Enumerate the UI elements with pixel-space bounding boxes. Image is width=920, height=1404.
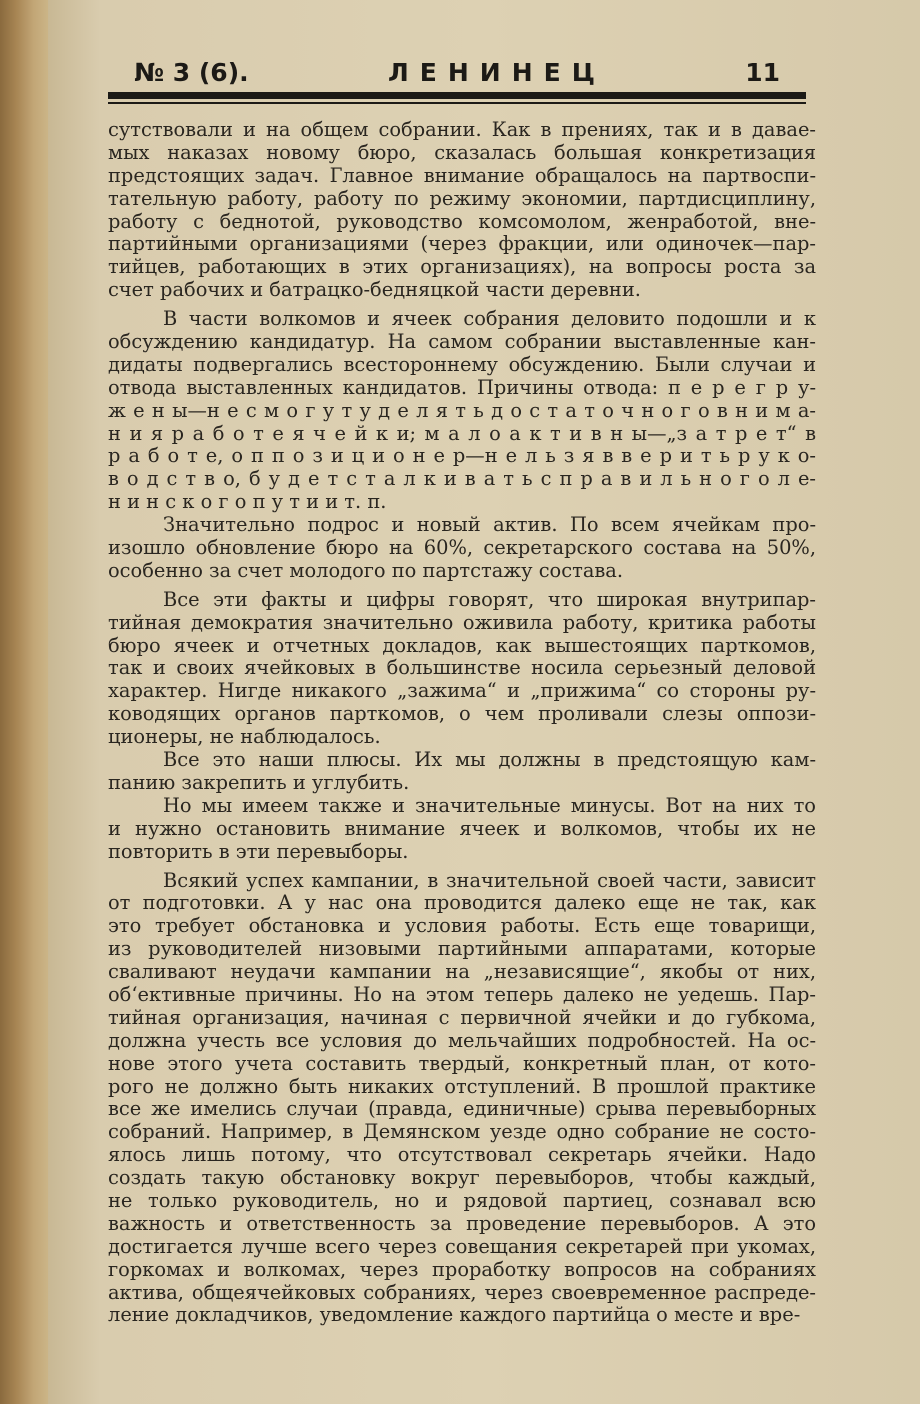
publication-title: ЛЕНИНЕЦ xyxy=(388,58,606,87)
text-line: все же имелись случаи (правда, единичные) срыва перевыборных xyxy=(108,1098,816,1121)
text-line: особенно за счет молодого по партстажу состава. xyxy=(108,559,624,582)
text-line: тийная демократия значительно оживила работу, критика работы xyxy=(108,611,816,634)
text-line: Но мы имеем также и значительные минусы. Вот на них то xyxy=(163,794,816,817)
paragraph xyxy=(108,119,816,302)
text-line: Все эти факты и цифры говорят, что широкая внутрипар- xyxy=(163,588,816,611)
issue-number: № 3 (6). xyxy=(134,58,249,87)
page-number: 11 xyxy=(745,58,780,87)
paragraph xyxy=(108,870,816,1328)
text-line: Значительно подрос и новый актив. По всем ячейкам про- xyxy=(163,514,816,537)
paragraph xyxy=(108,308,816,514)
text-line: рого не должно быть никаких отступлений. В прошлой практике xyxy=(108,1075,816,1098)
text-line: актива, общеячейковых собраниях, через своевременное распреде- xyxy=(108,1281,816,1304)
text-line: ководящих органов парткомов, о чем проливали слезы оппози- xyxy=(108,703,816,726)
text-line: не только руководитель, но и рядовой партиец, сознавал всю xyxy=(108,1189,816,1212)
text-line: р а б о т е, о п п о з и ц и о н е р—н е л ь з я в в е р и т ь р у к о- xyxy=(108,445,816,468)
text-line: в о д с т в о, б у д е т с т а л к и в а т ь с п р а в и л ь н о г о л е- xyxy=(108,468,816,491)
text-line: ционеры, не наблюдалось. xyxy=(108,726,381,749)
text-line: из руководителей низовыми партийными аппаратами, которые xyxy=(108,938,816,961)
text-line: Всякий успех кампании, в значительной своей части, зависит xyxy=(163,869,816,892)
text-line: панию закрепить и углубить. xyxy=(108,771,410,794)
text-line: ж е н ы—н е с м о г у т у д е л я т ь д о с т а т о ч н о г о в н и м а- xyxy=(108,399,816,422)
page-header xyxy=(108,56,780,92)
text-line: тийная организация, начиная с первичной ячейки и до губкома, xyxy=(108,1006,816,1029)
text-line: повторить в эти перевыборы. xyxy=(108,840,409,863)
text-line: мых наказах новому бюро, сказалась большая конкретизация xyxy=(108,141,816,164)
text-line: и нужно остановить внимание ячеек и волкомов, чтобы их не xyxy=(108,817,816,840)
text-line: сваливают неудачи кампании на „независящие“, якобы от них, xyxy=(108,961,816,984)
text-line: об‘ективные причины. Но на этом теперь далеко не уедешь. Пар- xyxy=(108,983,816,1006)
text-line: характер. Нигде никакого „зажима“ и „прижима“ со стороны ру- xyxy=(108,680,816,703)
header-rule-thick xyxy=(108,92,806,99)
paragraph xyxy=(108,749,816,795)
article-body xyxy=(108,119,816,1327)
text-line: Все это наши плюсы. Их мы должны в предстоящую кам- xyxy=(163,749,816,772)
text-line: ление докладчиков, уведомление каждого партийца о месте и вре- xyxy=(108,1304,801,1327)
text-line: так и своих ячейковых в большинстве носила серьезный деловой xyxy=(108,657,816,680)
paragraph xyxy=(108,589,816,749)
text-line: счет рабочих и батрацко-бедняцкой части деревни. xyxy=(108,279,641,302)
text-line: горкомах и волкомах, через проработку вопросов на собраниях xyxy=(108,1258,816,1281)
text-line: изошло обновление бюро на 60%, секретарского состава на 50%, xyxy=(108,537,816,560)
text-line: работу с беднотой, руководство комсомолом, женработой, вне- xyxy=(108,210,816,233)
text-line: В части волкомов и ячеек собрания деловито подошли и к xyxy=(163,308,816,331)
text-line: это требует обстановка и условия работы. Есть еще товарищи, xyxy=(108,915,816,938)
text-line: должна учесть все условия до мельчайших подробностей. На ос- xyxy=(108,1029,816,1052)
header-rule-thin xyxy=(108,102,806,104)
text-line: партийными организациями (через фракции, или одиночек—пар- xyxy=(108,233,816,256)
text-line: важность и ответственность за проведение перевыборов. А это xyxy=(108,1212,816,1235)
text-line: дидаты подвергались всестороннему обсуждению. Были случаи и xyxy=(108,353,816,376)
text-line: н и н с к о г о п у т и и т. п. xyxy=(108,491,387,514)
text-line: создать такую обстановку вокруг перевыборов, чтобы каждый, xyxy=(108,1167,816,1190)
text-line: тийцев, работающих в этих организациях), на вопросы роста за xyxy=(108,256,816,279)
text-line: ялось лишь потому, что отсутствовал секретарь ячейки. Надо xyxy=(108,1144,816,1167)
text-line: достигается лучше всего через совещания секретарей при укомах, xyxy=(108,1235,816,1258)
text-line: нове этого учета составить твердый, конкретный план, от кото- xyxy=(108,1052,816,1075)
text-line: отвода выставленных кандидатов. Причины отвода: п е р е г р у- xyxy=(108,376,816,399)
text-line: от подготовки. А у нас она проводится далеко еще не так, как xyxy=(108,892,816,915)
text-line: обсуждению кандидатур. На самом собрании выставленные кан- xyxy=(108,331,816,354)
text-line: н и я р а б о т е я ч е й к и; м а л о а к т и в н ы—„з а т р е т“ в xyxy=(108,422,816,445)
paragraph xyxy=(108,795,816,864)
book-spine xyxy=(0,0,48,1404)
text-line: предстоящих задач. Главное внимание обращалось на партвоспи- xyxy=(108,164,816,187)
text-line: бюро ячеек и отчетных докладов, как вышестоящих парткомов, xyxy=(108,634,816,657)
text-line: собраний. Например, в Демянском уезде одно собрание не состо- xyxy=(108,1121,816,1144)
text-line: тательную работу, работу по режиму экономии, партдисциплину, xyxy=(108,187,816,210)
paragraph xyxy=(108,514,816,583)
text-line: сутствовали и на общем собрании. Как в прениях, так и в даваe- xyxy=(108,119,816,141)
